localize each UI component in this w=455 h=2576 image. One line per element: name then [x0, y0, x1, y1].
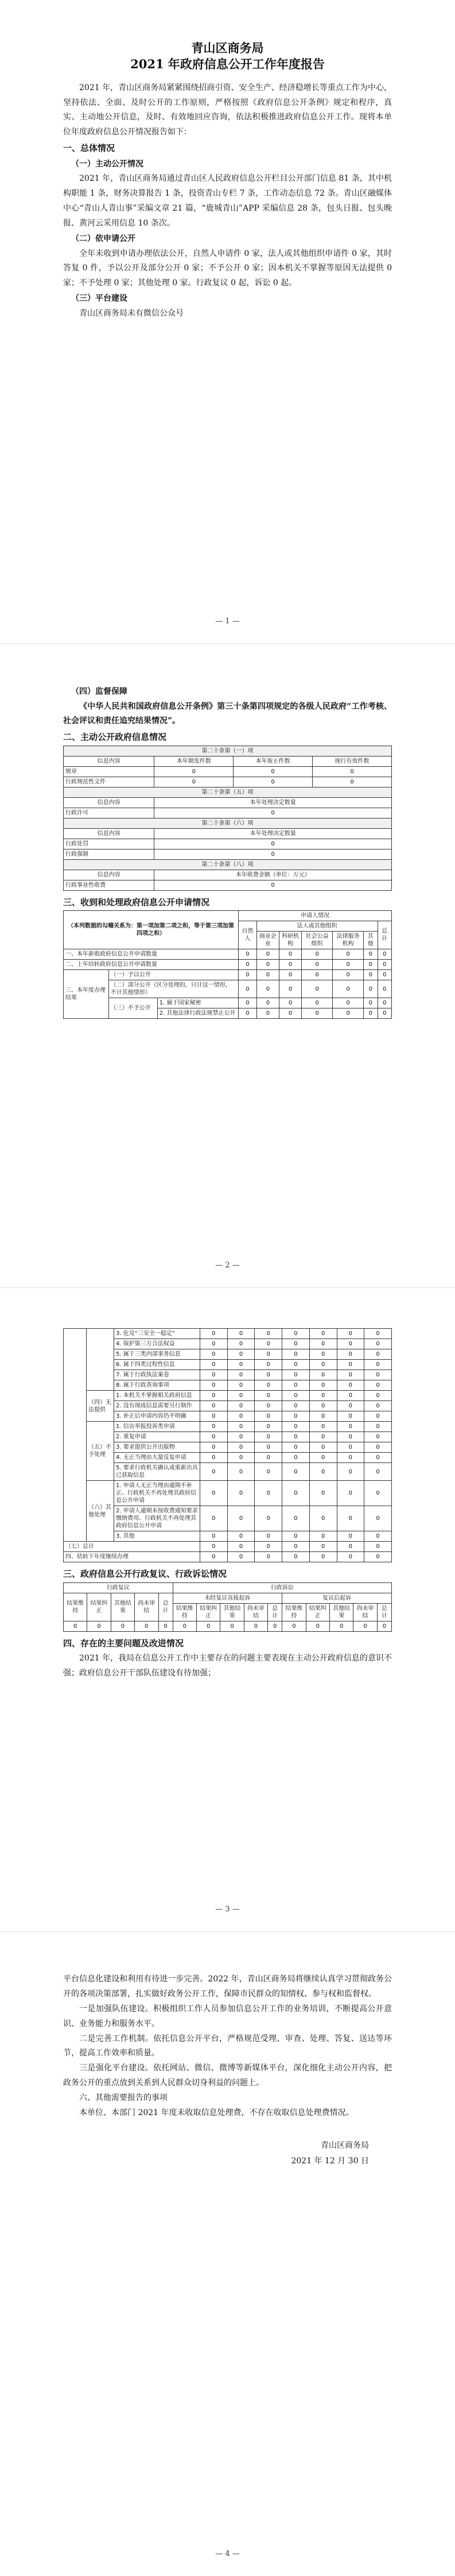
table-cell: 0: [309, 1349, 337, 1360]
table-cell: 0: [227, 1542, 255, 1552]
table-cell: 2. 没有现成信息需要另行制作: [114, 1401, 200, 1411]
table-cell: 2. 申请人逾期未按收费通知要求缴纳费用、行政机关不再处理其政府信息公开申请: [114, 1506, 200, 1531]
table-group-label: （六）其他处理: [87, 1481, 114, 1542]
table-cell: 0: [227, 1432, 255, 1442]
table-cell: 0: [200, 1349, 228, 1360]
table-cell: 3. 危及“三安全一稳定”: [114, 1329, 200, 1339]
table-header: 申请人情况: [239, 911, 392, 921]
signature-org: 青山区商务局: [321, 2140, 369, 2150]
table-row: [64, 808, 392, 818]
table-cell: 4. 保护第三方合法权益: [114, 1339, 200, 1349]
table-cell: 四、结转下年度继续办理: [64, 1552, 200, 1562]
table-cell: 6. 属于四类过程性信息: [114, 1360, 200, 1370]
table-cell: 0: [282, 1442, 310, 1453]
table-cell: 0: [364, 1481, 392, 1506]
table-cell: 0: [282, 1391, 310, 1401]
table-group-header: 第二十条第（一）项: [64, 746, 392, 756]
section-applications: 三、收到和处理政府信息公开申请情况: [63, 897, 210, 907]
table-row: [64, 1542, 392, 1552]
subsection-platform: （三）平台建设: [71, 294, 127, 304]
table-cell: 4. 无正当理由大量反复申请: [114, 1453, 200, 1463]
table-cell: 0: [364, 1453, 392, 1463]
table-row: [64, 1481, 392, 1506]
table-cell: 0: [364, 1329, 392, 1339]
table-cell: 0: [255, 1391, 282, 1401]
table-cell: 0: [227, 1453, 255, 1463]
table-cell: 0: [309, 1506, 337, 1531]
table-cell: 行政强制: [64, 849, 154, 859]
table-header: 社会公益组织: [302, 932, 333, 949]
table-cell: 0: [309, 1442, 337, 1453]
table-header: 其他: [364, 932, 378, 949]
table-cell: 0: [227, 1506, 255, 1531]
table-row: 三、本年度办理结果 （一）予以公开 0 0 0 0 0 0 0: [64, 970, 392, 980]
table-cell: 5. 属于三类内部事务信息: [114, 1349, 200, 1360]
table-cell: 0: [227, 1481, 255, 1506]
table-group-label: （五）不予处理: [87, 1422, 114, 1481]
page-4: [0, 1932, 455, 2576]
table-cell: 0: [364, 1391, 392, 1401]
table-cell: 0: [200, 1401, 228, 1411]
table-cell: 0: [200, 1463, 228, 1481]
table-cell: 1. 申请人无正当理由逾期不补正、行政机关不再处理其政府信息公开申请: [114, 1481, 200, 1506]
table-group-header: 第二十条第（五）项: [64, 787, 392, 797]
table-header: 法律服务机构: [333, 932, 364, 949]
table-cell: 0: [337, 1401, 364, 1411]
table-cell: 0: [364, 1370, 392, 1380]
section-other: 六、其他需要报告的事项: [79, 2093, 168, 2103]
table-cell: 0: [337, 1531, 364, 1542]
table-cell: 0: [282, 1453, 310, 1463]
table-cell: 0: [282, 1422, 310, 1432]
table-cell: 行政规范性文件: [64, 777, 154, 787]
table-corner-note: （本列数据的勾稽关系为：第一项加第二项之和，等于第三项加第四项之和）: [64, 911, 239, 949]
table-cell: 0: [337, 1542, 364, 1552]
table-cell: 0: [337, 1453, 364, 1463]
table-cell: 0: [309, 1481, 337, 1506]
table-cell: 0: [309, 1463, 337, 1481]
table-cell: 0: [282, 1552, 310, 1562]
table-cell: 3. 其他: [114, 1531, 200, 1542]
table-cell: （一）予以公开: [108, 970, 238, 980]
active-disclosure-paragraph: 2021 年，青山区商务局通过青山区人民政府信息公开栏目公开部门信息 81 条，其中机构职能 1 条，财务决算报告 1 条，投资青山专栏 7 条，工作动态信息 72 条。青山区融媒体中心“青山人青山事”采编文章 21 篇，“鹿城青山”APP 采编信息 28 条，包头日报、包头晚报、黄河云采用信息 10 条次。: [63, 174, 392, 228]
table-header: 本年收费金额（单位：万元）: [154, 870, 392, 880]
table-cell: 0: [227, 1339, 255, 1349]
table-cell: 3. 补正后申请内容仍不明确: [114, 1411, 200, 1422]
table-row: 0 0 0 0 0 0 0 0 0 0 0 0 0 0 0: [64, 1621, 392, 1631]
table-cell: 0: [227, 1552, 255, 1562]
table-cell: 0: [227, 1349, 255, 1360]
table-row: [64, 839, 392, 849]
table-header: 信息内容: [64, 797, 154, 808]
review-litigation-table: 行政复议 行政诉讼 结果维持 结果纠正 其他结果 尚未审结 总计 未经复议直接起诉 复议后起诉 结果维持 结果纠正 其他结果 尚未审结 总计 结果维持 结果纠正 其他结果 尚未审结 总计 0 0 0 0 0 0 0 0 0 0 0 0 0 0 0: [63, 1582, 392, 1632]
table-row: [64, 1422, 392, 1432]
title-line-1: 青山区商务局: [191, 41, 264, 55]
table-row: （三）不予公开 1. 属于国家秘密 0 0 0 0 0 0 0: [64, 998, 392, 1008]
table-cell: 0: [309, 1552, 337, 1562]
table-row: [64, 1329, 392, 1339]
table-cell: 0: [200, 1442, 228, 1453]
table-cell: 0: [282, 1432, 310, 1442]
table-cell: 0: [337, 1360, 364, 1370]
table-cell: 0: [227, 1380, 255, 1391]
table-cell: 0: [337, 1370, 364, 1380]
table-cell: 行政许可: [64, 808, 154, 818]
table-row: [64, 777, 392, 787]
table-cell: 5. 要求行政机关确认或重新出具已获取信息: [114, 1463, 200, 1481]
table-group-label: （四）无法提供: [87, 1391, 114, 1422]
table-header: 本年处理决定数量: [154, 828, 392, 839]
table-cell: 0: [227, 1370, 255, 1380]
table-header: 本年制发件数: [154, 756, 234, 766]
table-header: 行政复议: [64, 1582, 173, 1593]
table-cell: 0: [364, 1422, 392, 1432]
table-cell: 0: [309, 1380, 337, 1391]
table-cell: 0: [255, 1411, 282, 1422]
table-cell: 0: [200, 1531, 228, 1542]
table-row: [64, 1552, 392, 1562]
table-cell: 0: [255, 1422, 282, 1432]
title-line-2: 2021 年政府信息公开工作年度报告: [130, 57, 325, 72]
table-group-label: 三、本年度办理结果: [64, 970, 109, 1019]
table-cell: 规章: [64, 766, 154, 777]
table-cell: 0: [154, 849, 392, 859]
subsection-application-disclosure: （二）依申请公开: [71, 234, 135, 243]
table-cell: 0: [234, 777, 313, 787]
subsection-supervision: （四）监督保障: [71, 687, 127, 696]
table-header: 本年废止件数: [234, 756, 313, 766]
table-cell: 0: [200, 1552, 228, 1562]
application-table-continued: [63, 1328, 392, 1562]
table-cell: 0: [255, 1360, 282, 1370]
table-cell: 0: [337, 1329, 364, 1339]
table-cell: 0: [282, 1506, 310, 1531]
table-cell: 0: [364, 1411, 392, 1422]
table-cell: 一、本年新收政府信息公开申请数量: [64, 949, 239, 960]
table-cell: 0: [227, 1391, 255, 1401]
table-cell: 0: [227, 1531, 255, 1542]
table-cell: 0: [255, 1329, 282, 1339]
improvement-paragraph: 平台信息化建设和利用有待进一步完善。2022 年，青山区商务局将继续认真学习贯彻政务公开的各项决策部署，扎实做好政务公开工作，保障市民群众的知情权、参与权和监督权。: [63, 1974, 392, 1999]
table-header: 现行有效件数: [313, 756, 392, 766]
table-cell: 0: [282, 1463, 310, 1481]
table-cell: 0: [309, 1411, 337, 1422]
section-overall: 一、总体情况: [63, 143, 115, 154]
table-cell: 0: [309, 1401, 337, 1411]
table-cell: 0: [227, 1463, 255, 1481]
section-problems: 四、存在的主要问题及改进情况: [63, 1638, 184, 1648]
table-cell: 2. 重复申请: [114, 1432, 200, 1442]
table-cell: 0: [309, 1329, 337, 1339]
table-header: 本年处理决定数量: [154, 797, 392, 808]
table-cell: 0: [337, 1463, 364, 1481]
document-title: [63, 40, 392, 73]
other-paragraph: 本单位、本部门 2021 年度未收取信息处理费，不存在收取信息处理费情况。: [79, 2108, 354, 2118]
table-cell: 0: [200, 1453, 228, 1463]
table-cell: 0: [364, 1432, 392, 1442]
table-cell: 0: [154, 777, 234, 787]
table-cell: 0: [200, 1329, 228, 1339]
table-group-label: （三）不予公开: [108, 998, 157, 1019]
table-cell: 0: [364, 1349, 392, 1360]
table-cell: 0: [364, 1442, 392, 1453]
table-cell: 0: [227, 1411, 255, 1422]
table-cell: 0: [200, 1380, 228, 1391]
table-cell: 0: [282, 1380, 310, 1391]
table-row: [64, 1391, 392, 1401]
table-header: 信息内容: [64, 828, 154, 839]
table-cell: 3. 要求提供公开出版物: [114, 1442, 200, 1453]
table-cell: 0: [200, 1339, 228, 1349]
table-cell: 0: [234, 766, 313, 777]
table-cell: 0: [200, 1411, 228, 1422]
table-cell: 1. 本机关不掌握相关政府信息: [114, 1391, 200, 1401]
table-row: 一、本年新收政府信息公开申请数量 0 0 0 0 0 0 0: [64, 949, 392, 960]
table-cell: 0: [154, 839, 392, 849]
table-cell: 0: [227, 1401, 255, 1411]
table-cell: 0: [255, 1442, 282, 1453]
page-number: — 1 —: [215, 617, 240, 626]
table-cell: 0: [337, 1506, 364, 1531]
table-cell: 0: [282, 1329, 310, 1339]
table-cell: 0: [200, 1542, 228, 1552]
table-cell: 0: [255, 1552, 282, 1562]
table-cell: 0: [309, 1432, 337, 1442]
table-header: 法人或其他组织: [256, 921, 378, 932]
table-cell: 0: [364, 1339, 392, 1349]
table-cell: 0: [309, 1453, 337, 1463]
table-cell: 0: [154, 880, 392, 890]
table-cell: 0: [282, 1349, 310, 1360]
table-cell: 0: [255, 1349, 282, 1360]
table-cell: 0: [337, 1349, 364, 1360]
table-group-header: 第二十条第（八）项: [64, 859, 392, 870]
table-cell: 0: [282, 1542, 310, 1552]
table-cell: 二、上年结转政府信息公开申请数量: [64, 960, 239, 970]
table-cell: 0: [255, 1432, 282, 1442]
table-cell: 0: [154, 808, 392, 818]
table-cell: 0: [309, 1370, 337, 1380]
intro-paragraph: 2021 年，青山区商务局紧紧围绕招商引资、安全生产、经济稳增长等重点工作为中心，坚持依法、全面、及时公开的工作原则，严格按照《政府信息公开条例》规定和程序，真实、主动地公开信息，及时、有效地回应咨询，依法积极推进政府信息公开工作。现将本单位年度政府信息公开情况报告如下：: [63, 83, 392, 137]
table-cell: 0: [309, 1422, 337, 1432]
improvement-item-3: 三是强化平台建设。依托网站、微信、微博等新媒体平台，深化细化主动公开内容，把政务公开的重点放到关系到人民群众切身利益的问题上。: [63, 2063, 392, 2088]
table-row: [64, 766, 392, 777]
table-row: （二）部分公开（区分处理的，只计这一情形，不计其他情形） 0 0 0 0 0 0 0: [64, 980, 392, 998]
table-cell: 0: [227, 1442, 255, 1453]
table-cell: 2. 其他法律行政法规禁止公开: [157, 1008, 238, 1019]
page-2: [0, 644, 455, 1288]
table-cell: 0: [200, 1360, 228, 1370]
table-cell: 0: [364, 1463, 392, 1481]
table-cell: 0: [364, 1401, 392, 1411]
section-active-info: 二、主动公开政府信息情况: [63, 732, 167, 743]
platform-paragraph: 青山区商务局未有微信公众号: [79, 308, 184, 318]
table-row: 2. 其他法律行政法规禁止公开 0 0 0 0 0 0 0: [64, 1008, 392, 1019]
table-cell: 0: [309, 1339, 337, 1349]
subsection-active-disclosure: （一）主动公开情况: [71, 159, 143, 169]
table-cell: 0: [255, 1463, 282, 1481]
table-header: 自然人: [239, 921, 257, 949]
table-cell: 1. 属于国家秘密: [157, 998, 238, 1008]
table-header: 总计: [378, 921, 391, 949]
table-cell: （二）部分公开（区分处理的，只计这一情形，不计其他情形）: [108, 980, 238, 998]
table-cell: 0: [282, 1360, 310, 1370]
table-cell: 0: [364, 1380, 392, 1391]
table-cell: 0: [337, 1380, 364, 1391]
table-cell: 0: [282, 1339, 310, 1349]
table-cell: 8. 属于行政查询事项: [114, 1380, 200, 1391]
table-cell: 0: [337, 1339, 364, 1349]
table-header: 信息内容: [64, 756, 154, 766]
table-cell: 0: [313, 766, 392, 777]
table-cell: 0: [309, 1531, 337, 1542]
application-table: [63, 910, 392, 1019]
table-cell: 0: [227, 1422, 255, 1432]
table-cell: 0: [227, 1360, 255, 1370]
table-cell: 0: [200, 1506, 228, 1531]
table-cell: 0: [154, 766, 234, 777]
table-header: 行政诉讼: [173, 1582, 391, 1593]
active-disclosure-table: [63, 746, 392, 891]
table-cell: 0: [364, 1542, 392, 1552]
table-cell: 0: [282, 1370, 310, 1380]
table-row: [64, 849, 392, 859]
table-cell: 7. 属于行政执法案卷: [114, 1370, 200, 1380]
improvement-item-2: 二是完善工作机制。依托信息公开平台，严格规范受理、审查、处理、答复、送达等环节，提高工作效率和质量。: [63, 2034, 392, 2058]
table-header: 信息内容: [64, 870, 154, 880]
table-cell: 0: [337, 1552, 364, 1562]
table-cell: 0: [255, 1453, 282, 1463]
table-cell: 0: [255, 1380, 282, 1391]
table-cell: 行政处罚: [64, 839, 154, 849]
improvement-item-1: 一是加强队伍建设。积极组织工作人员参加信息公开工作的业务培训，不断提高公开意识、业务能力和服务水平。: [63, 2004, 392, 2028]
supervision-paragraph: 《中华人民共和国政府信息公开条例》第三十条第四项规定的各级人民政府“工作考核、社会评议和责任追究结果情况”。: [63, 701, 392, 726]
table-cell: 0: [337, 1411, 364, 1422]
page-3: [0, 1288, 455, 1932]
table-cell: 0: [200, 1422, 228, 1432]
table-cell: 行政事业性收费: [64, 880, 154, 890]
table-cell: 0: [282, 1481, 310, 1506]
table-cell: 0: [313, 777, 392, 787]
table-cell: 0: [200, 1391, 228, 1401]
table-row: [64, 880, 392, 890]
table-cell: 0: [337, 1422, 364, 1432]
table-header: 科研机构: [279, 932, 302, 949]
table-cell: 0: [255, 1481, 282, 1506]
problems-paragraph: 2021 年，我局在信息公开工作中主要存在的问题主要表现在主动公开政府信息的意识不强；政府信息公开干部队伍建设有待加强；: [63, 1654, 392, 1678]
table-cell: 0: [309, 1542, 337, 1552]
table-cell: 0: [200, 1432, 228, 1442]
application-disclosure-paragraph: 全年未收到申请办理依法公开，自然人申请件 0 家，法人或其他组织申请件 0 家，其时答复 0 件，予以公开及部分公开 0 家；不予公开 0 家；因本机关不掌握等原因无法提供 0 家；不予处理 0 家；其他处理 0 家。行政复议 0 起，诉讼 0 起。: [63, 249, 392, 288]
table-cell: 0: [200, 1370, 228, 1380]
table-cell: 0: [227, 1329, 255, 1339]
table-cell: 0: [255, 1506, 282, 1531]
table-cell: 0: [309, 1391, 337, 1401]
table-cell: 0: [364, 1552, 392, 1562]
table-cell: 0: [282, 1401, 310, 1411]
page-number: — 3 —: [215, 1905, 240, 1914]
table-cell: 1. 信访举报投诉类申请: [114, 1422, 200, 1432]
table-cell: 0: [337, 1391, 364, 1401]
table-cell: 0: [255, 1339, 282, 1349]
table-header: 商业企业: [256, 932, 279, 949]
table-cell: 0: [337, 1432, 364, 1442]
table-cell: 0: [282, 1531, 310, 1542]
table-cell: 0: [255, 1401, 282, 1411]
table-row: 二、上年结转政府信息公开申请数量 0 0 0 0 0 0 0: [64, 960, 392, 970]
signature-date: 2021 年 12 月 30 日: [291, 2156, 369, 2166]
table-cell: 0: [200, 1481, 228, 1506]
table-cell: 0: [337, 1481, 364, 1506]
table-cell: 0: [364, 1506, 392, 1531]
table-cell: 0: [255, 1542, 282, 1552]
table-cell: 0: [255, 1370, 282, 1380]
table-cell: 0: [364, 1360, 392, 1370]
table-group-header: 第二十条第（六）项: [64, 818, 392, 828]
table-cell: 0: [309, 1360, 337, 1370]
page-number: — 4 —: [215, 2550, 240, 2559]
section-review-litigation: 三、政府信息公开行政复议、行政诉讼情况: [63, 1569, 227, 1579]
table-cell: 0: [337, 1442, 364, 1453]
table-cell: 0: [282, 1411, 310, 1422]
table-cell: 0: [364, 1531, 392, 1542]
table-cell: 0: [255, 1531, 282, 1542]
page-number: — 2 —: [215, 1261, 240, 1270]
table-cell: （七）总计: [64, 1542, 200, 1552]
page-1: [0, 0, 455, 644]
